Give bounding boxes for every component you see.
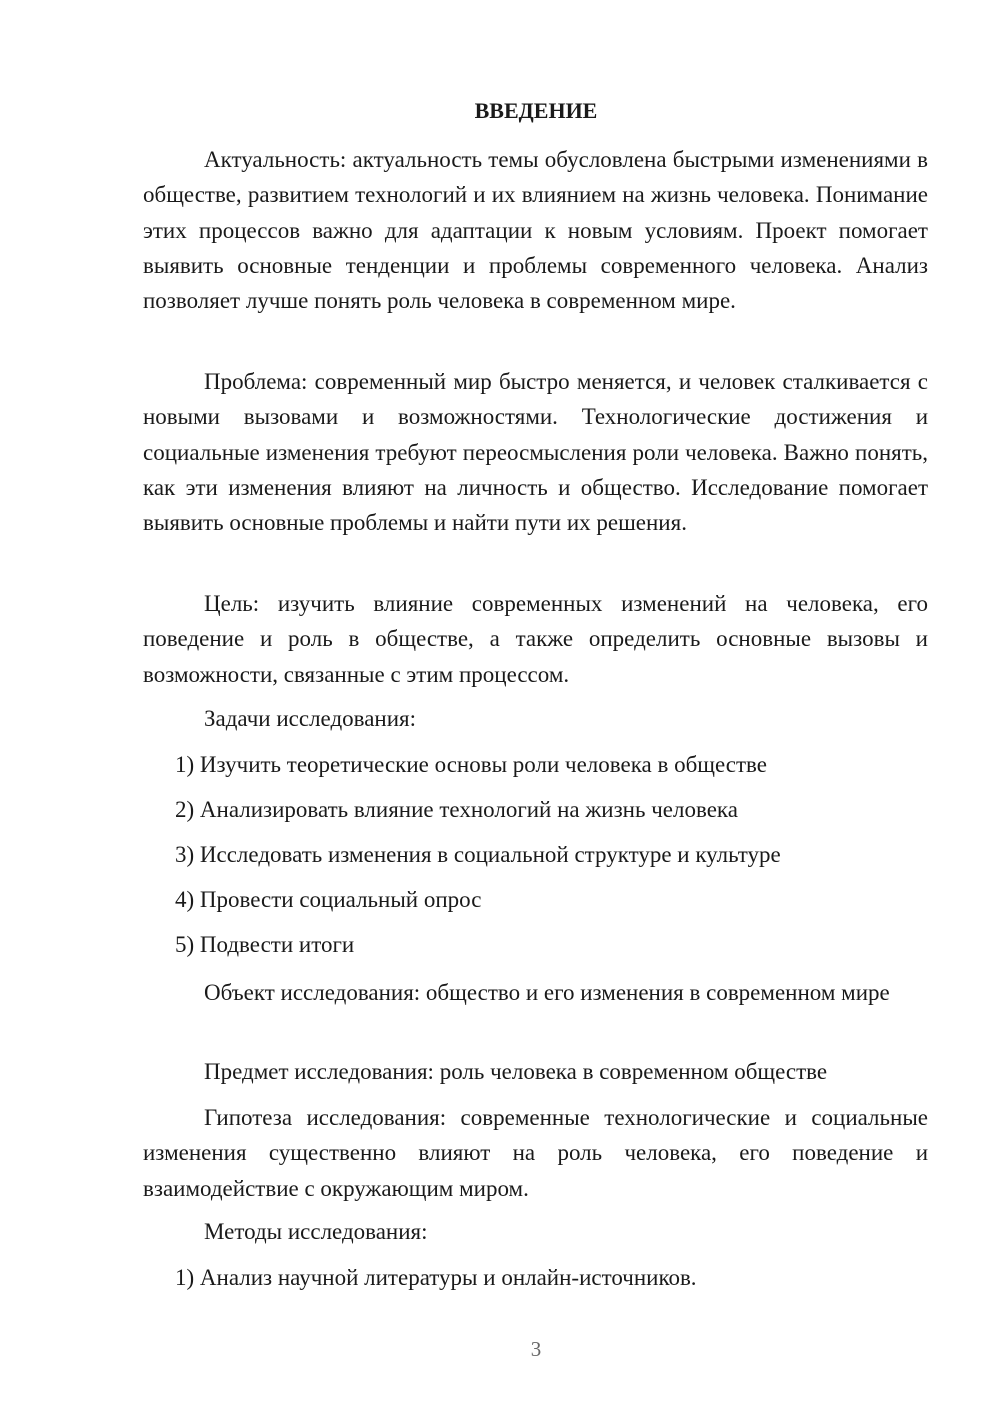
hypothesis-paragraph: Гипотеза исследования: современные технологические и социальные изменения существенно влияют на роль человека, его поведение и взаимодействие с окружающим миром. xyxy=(143,1105,928,1201)
task-item: 4) Провести социальный опрос xyxy=(175,887,482,912)
goal-paragraph: Цель: изучить влияние современных изменений на человека, его поведение и роль в обществе, а также определить основные вызовы и возможности, связанные с этим процессом. xyxy=(143,591,928,687)
task-item: 3) Исследовать изменения в социальной структуре и культуре xyxy=(175,842,781,867)
task-item: 1) Изучить теоретические основы роли человека в обществе xyxy=(175,752,767,777)
method-item: 1) Анализ научной литературы и онлайн-источников. xyxy=(175,1265,697,1290)
object-paragraph: Объект исследования: общество и его изменения в современном мире xyxy=(204,980,890,1005)
task-item: 5) Подвести итоги xyxy=(175,932,355,957)
page-number: 3 xyxy=(530,1337,542,1361)
relevance-paragraph: Актуальность: актуальность темы обусловлена быстрыми изменениями в обществе, развитием технологий и их влиянием на жизнь человека. Понимание этих процессов важно для адаптации к новым условиям. Проект помогает выявить основные тенденции и проблемы современного человека. Анализ позволяет лучше понять роль человека в современном мире. xyxy=(143,147,928,314)
tasks-heading: Задачи исследования: xyxy=(204,706,417,731)
problem-paragraph: Проблема: современный мир быстро меняется, и человек сталкивается с новыми вызовами и возможностями. Технологические достижения и социальные изменения требуют переосмысления роли человека. Важно понять, как эти изменения влияют на личность и общество. Исследование помогает выявить основные проблемы и найти пути их решения. xyxy=(143,369,928,536)
page-title: ВВЕДЕНИЕ xyxy=(474,98,598,123)
methods-heading: Методы исследования: xyxy=(204,1219,428,1244)
task-item: 2) Анализировать влияние технологий на жизнь человека xyxy=(175,797,738,822)
subject-line: Предмет исследования: роль человека в современном обществе xyxy=(204,1059,828,1084)
